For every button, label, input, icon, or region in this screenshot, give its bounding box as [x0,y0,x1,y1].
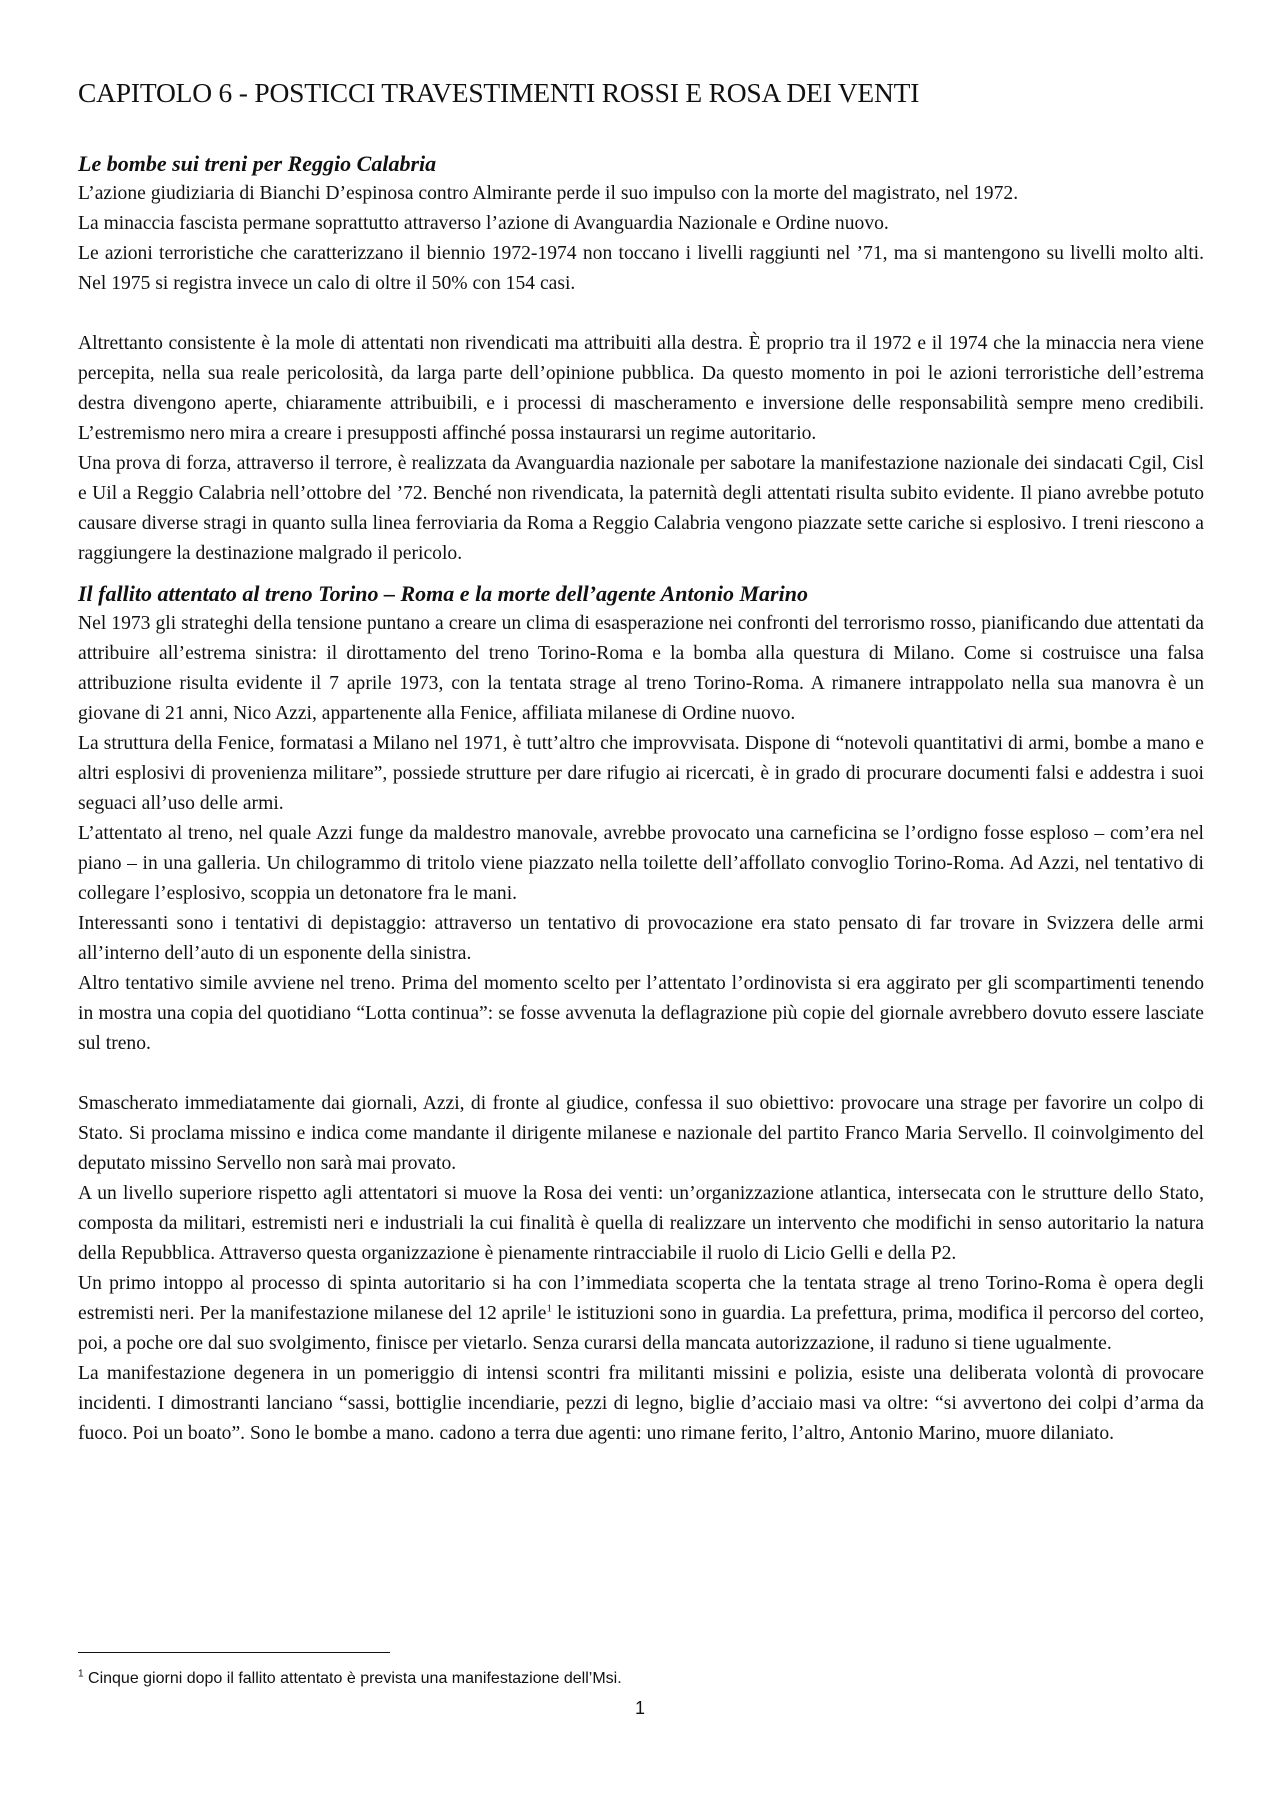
footnote-marker: 1 [78,1668,84,1680]
paragraph: La manifestazione degenera in un pomeriggio di intensi scontri fra militanti missini e polizia, esiste una deliberata volontà di provocare incidenti. I dimostranti lanciano “sassi, bottiglie incendiarie, pezzi di legno, biglie d’acciaio masi va oltre: “si avvertono dei colpi d’arma da fuoco. Poi un boato”. Sono le bombe a mano. cadono a terra due agenti: uno rimane ferito, l’altro, Antonio Marino, muore dilaniato. [78,1363,1204,1444]
section-torino-roma [78,579,1204,1449]
paragraph [78,1269,1204,1359]
page-number: 1 [634,1698,645,1718]
footnote-separator [78,1652,390,1653]
paragraph: L’azione giudiziaria di Bianchi D’espinosa contro Almirante perde il suo impulso con la morte del magistrato, nel 1972. [78,183,1019,204]
section-reggio-calabria [78,149,1204,569]
footnote [78,1668,622,1690]
paragraph: Una prova di forza, attraverso il terrore, è realizzata da Avanguardia nazionale per sabotare la manifestazione nazionale dei sindacati Cgil, Cisl e Uil a Reggio Calabria nell’ottobre del ’72. Benché non rivendicata, la paternità degli attentati risulta subito evidente. Il piano avrebbe potuto causare diverse stragi in quanto sulla linea ferroviaria da Roma a Reggio Calabria vengono piazzate sette cariche si esplosivo. I treni riescono a raggiungere la destinazione malgrado il pericolo. [78,453,1204,564]
paragraph: Nel 1973 gli strateghi della tensione puntano a creare un clima di esasperazione nei confronti del terrorismo rosso, pianificando due attentati da attribuire all’estrema sinistra: il dirottamento del treno Torino-Roma e la bomba alla questura di Milano. Come si costruisce una falsa attribuzione risulta evidente il 7 aprile 1973, con la tentata strage al treno Torino-Roma. A rimanere intrappolato nella sua manovra è un giovane di 21 anni, Nico Azzi, appartenente alla Fenice, affiliata milanese di Ordine nuovo. [78,613,1204,724]
footnote-reference[interactable]: 1 [546,1302,552,1315]
paragraph: La minaccia fascista permane soprattutto attraverso l’azione di Avanguardia Nazionale e Ordine nuovo. [78,213,889,234]
paragraph: Interessanti sono i tentativi di depistaggio: attraverso un tentativo di provocazione era stato pensato di far trovare in Svizzera delle armi all’interno dell’auto di un esponente della sinistra. [78,913,1204,964]
paragraph: Le azioni terroristiche che caratterizzano il biennio 1972-1974 non toccano i livelli raggiunti nel ’71, ma si mantengono su livelli molto alti. Nel 1975 si registra invece un calo di oltre il 50% con 154 casi. [78,243,1204,294]
section-title: Il fallito attentato al treno Torino – Roma e la morte dell’agente Antonio Marino [78,581,808,606]
section-title: Le bombe sui treni per Reggio Calabria [78,151,437,176]
paragraph: A un livello superiore rispetto agli attentatori si muove la Rosa dei venti: un’organizzazione atlantica, intersecata con le strutture dello Stato, composta da militari, estremisti neri e industriali la cui finalità è quella di realizzare un intervento che modifichi in senso autoritario la natura della Repubblica. Attraverso questa organizzazione è pienamente rintracciabile il ruolo di Licio Gelli e della P2. [78,1183,1204,1264]
paragraph-text: le istituzioni sono in guardia. La prefettura, prima, modifica il percorso del corteo, poi, a poche ore dal suo svolgimento, finisce per vietarlo. Senza curarsi della mancata autorizzazione, il raduno si tiene ugualmente. [78,1303,1204,1354]
paragraph: Altrettanto consistente è la mole di attentati non rivendicati ma attribuiti alla destra. È proprio tra il 1972 e il 1974 che la minaccia nera viene percepita, nella sua reale pericolosità, da larga parte dell’opinione pubblica. Da questo momento in poi le azioni terroristiche dell’estrema destra divengono aperte, chiaramente attribuibili, e i processi di mascheramento e inversione delle responsabilità sempre meno credibili. L’estremismo nero mira a creare i presupposti affinché possa instaurarsi un regime autoritario. [78,333,1204,444]
chapter-title: CAPITOLO 6 - POSTICCI TRAVESTIMENTI ROSSI E ROSA DEI VENTI [78,77,920,108]
paragraph-text: Un primo intoppo al processo di spinta autoritario si ha con l’immediata scoperta che la tentata strage al treno Torino-Roma è opera degli estremisti neri. Per la manifestazione milanese del 12 aprile [78,1273,1204,1324]
footnote-text: Cinque giorni dopo il fallito attentato è prevista una manifestazione dell’Msi. [83,1670,622,1687]
paragraph: Smascherato immediatamente dai giornali, Azzi, di fronte al giudice, confessa il suo obiettivo: provocare una strage per favorire un colpo di Stato. Si proclama missino e indica come mandante il dirigente milanese e nazionale del partito Franco Maria Servello. Il coinvolgimento del deputato missino Servello non sarà mai provato. [78,1093,1204,1174]
page-body [78,76,1204,1449]
paragraph: L’attentato al treno, nel quale Azzi funge da maldestro manovale, avrebbe provocato una carneficina se l’ordigno fosse esploso – com’era nel piano – in una galleria. Un chilogrammo di tritolo viene piazzato nella toilette dell’affollato convoglio Torino-Roma. Ad Azzi, nel tentativo di collegare l’esplosivo, scoppia un detonatore fra le mani. [78,823,1204,904]
paragraph: La struttura della Fenice, formatasi a Milano nel 1971, è tutt’altro che improvvisata. Dispone di “notevoli quantitativi di armi, bombe a mano e altri esplosivi di provenienza militare”, possiede strutture per dare rifugio ai ricercati, è in grado di procurare documenti falsi e addestra i suoi seguaci all’uso delle armi. [78,733,1204,814]
paragraph: Altro tentativo simile avviene nel treno. Prima del momento scelto per l’attentato l’ordinovista si era aggirato per gli scompartimenti tenendo in mostra una copia del quotidiano “Lotta continua”: se fosse avvenuta la deflagrazione più copie del giornale avrebbero dovuto essere lasciate sul treno. [78,973,1204,1054]
